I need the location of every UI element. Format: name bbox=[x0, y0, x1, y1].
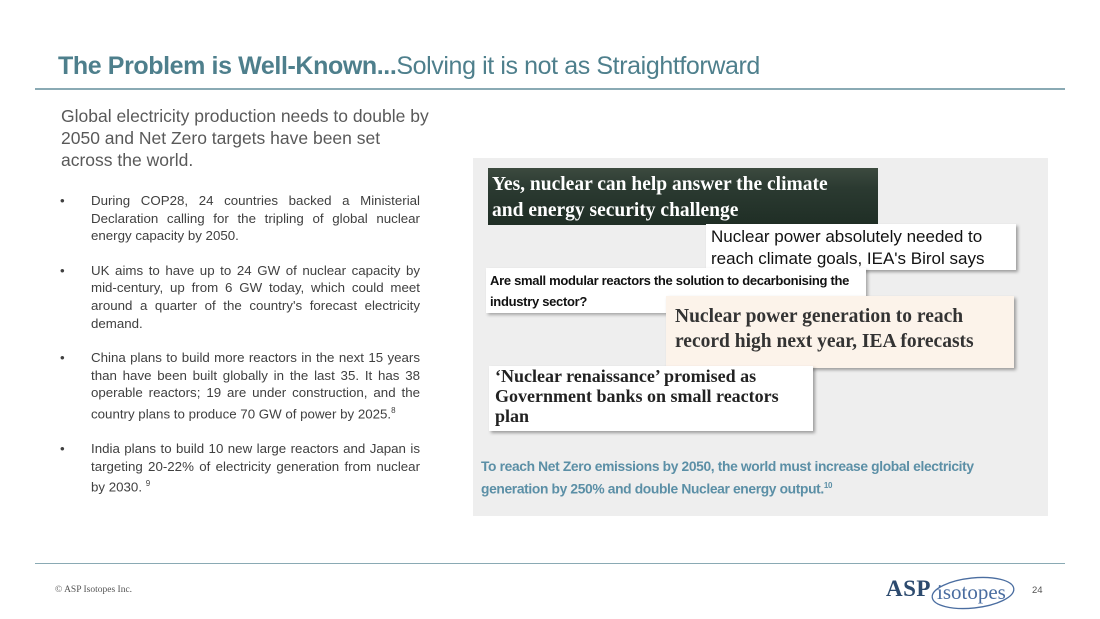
bullet-list bbox=[58, 192, 420, 513]
headline-clip-renaissance bbox=[489, 366, 813, 431]
bullet-dot-icon: • bbox=[60, 262, 65, 278]
headline-text bbox=[492, 172, 828, 224]
headline-line: Government banks on small reactors bbox=[495, 386, 779, 406]
bullet-item bbox=[58, 262, 420, 332]
headline-line: reach climate goals, IEA's Birol says bbox=[711, 249, 985, 268]
bullet-dot-icon: • bbox=[60, 193, 65, 208]
headline-clip-record-high bbox=[666, 296, 1014, 368]
headline-line: and energy security challenge bbox=[492, 200, 739, 221]
title-regular-part: Solving it is not as Straightforward bbox=[396, 52, 760, 80]
bullet-item bbox=[58, 192, 420, 245]
headline-clip-birol bbox=[706, 224, 1016, 270]
company-logo bbox=[886, 572, 1016, 612]
headline-line: Yes, nuclear can help answer the climate bbox=[492, 174, 828, 195]
bullet-item bbox=[58, 349, 420, 423]
page-number: 24 bbox=[1032, 585, 1043, 596]
bullet-text: China plans to build more reactors in the next 15 years than have been built globally in the last 35. It has 38 operable reactors; 19 are under construction, and the country plans to produce 70 GW of power by 2025. bbox=[91, 350, 420, 422]
slide-title bbox=[58, 52, 760, 81]
headline-line: Nuclear power generation to reach bbox=[675, 306, 964, 327]
headline-line: industry sector? bbox=[490, 294, 588, 309]
netzero-text: To reach Net Zero emissions by 2050, the world must increase global electricity generation by 250% and double Nuclear energy output. bbox=[481, 459, 974, 497]
netzero-statement bbox=[481, 457, 1041, 499]
footnote-ref: 9 bbox=[145, 479, 151, 489]
footnote-ref: 8 bbox=[391, 405, 396, 415]
footer-divider bbox=[35, 563, 1065, 564]
bullet-dot-icon: • bbox=[60, 440, 65, 456]
headline-clip-yes-nuclear bbox=[488, 168, 878, 225]
title-divider bbox=[35, 88, 1065, 90]
intro-text: Global electricity production needs to double by 2050 and Net Zero targets have been set across the world. bbox=[61, 106, 429, 170]
headline-text bbox=[495, 366, 779, 426]
headline-text bbox=[711, 226, 984, 270]
logo-isotopes-text: isotopes bbox=[937, 580, 1006, 604]
headline-line: record high next year, IEA forecasts bbox=[675, 331, 974, 352]
footnote-ref: 10 bbox=[823, 481, 833, 490]
headline-line: Nuclear power absolutely needed to bbox=[711, 227, 983, 246]
bullet-dot-icon: • bbox=[60, 350, 65, 366]
headline-line: plan bbox=[495, 406, 530, 426]
headline-line: Are small modular reactors the solution to decarbonising the bbox=[490, 273, 850, 288]
headline-line: ‘Nuclear renaissance’ promised as bbox=[495, 366, 757, 386]
headline-text bbox=[675, 304, 974, 354]
copyright-text: © ASP Isotopes Inc. bbox=[55, 585, 133, 595]
title-bold-part: The Problem is Well-Known... bbox=[58, 52, 397, 80]
bullet-text: India plans to build 10 new large reactors and Japan is targeting 20-22% of electricity generation from nuclear by 2030. bbox=[91, 440, 420, 495]
logo-asp-text: ASP bbox=[886, 576, 931, 601]
bullet-text: UK aims to have up to 24 GW of nuclear capacity by mid-century, up from 6 GW today, which could meet around a quarter of the country's forecast electricity demand. bbox=[91, 262, 420, 331]
bullet-text: During COP28, 24 countries backed a Ministerial Declaration calling for the tripling of global nuclear energy capacity by 2050. bbox=[91, 193, 420, 244]
bullet-item bbox=[58, 440, 420, 496]
